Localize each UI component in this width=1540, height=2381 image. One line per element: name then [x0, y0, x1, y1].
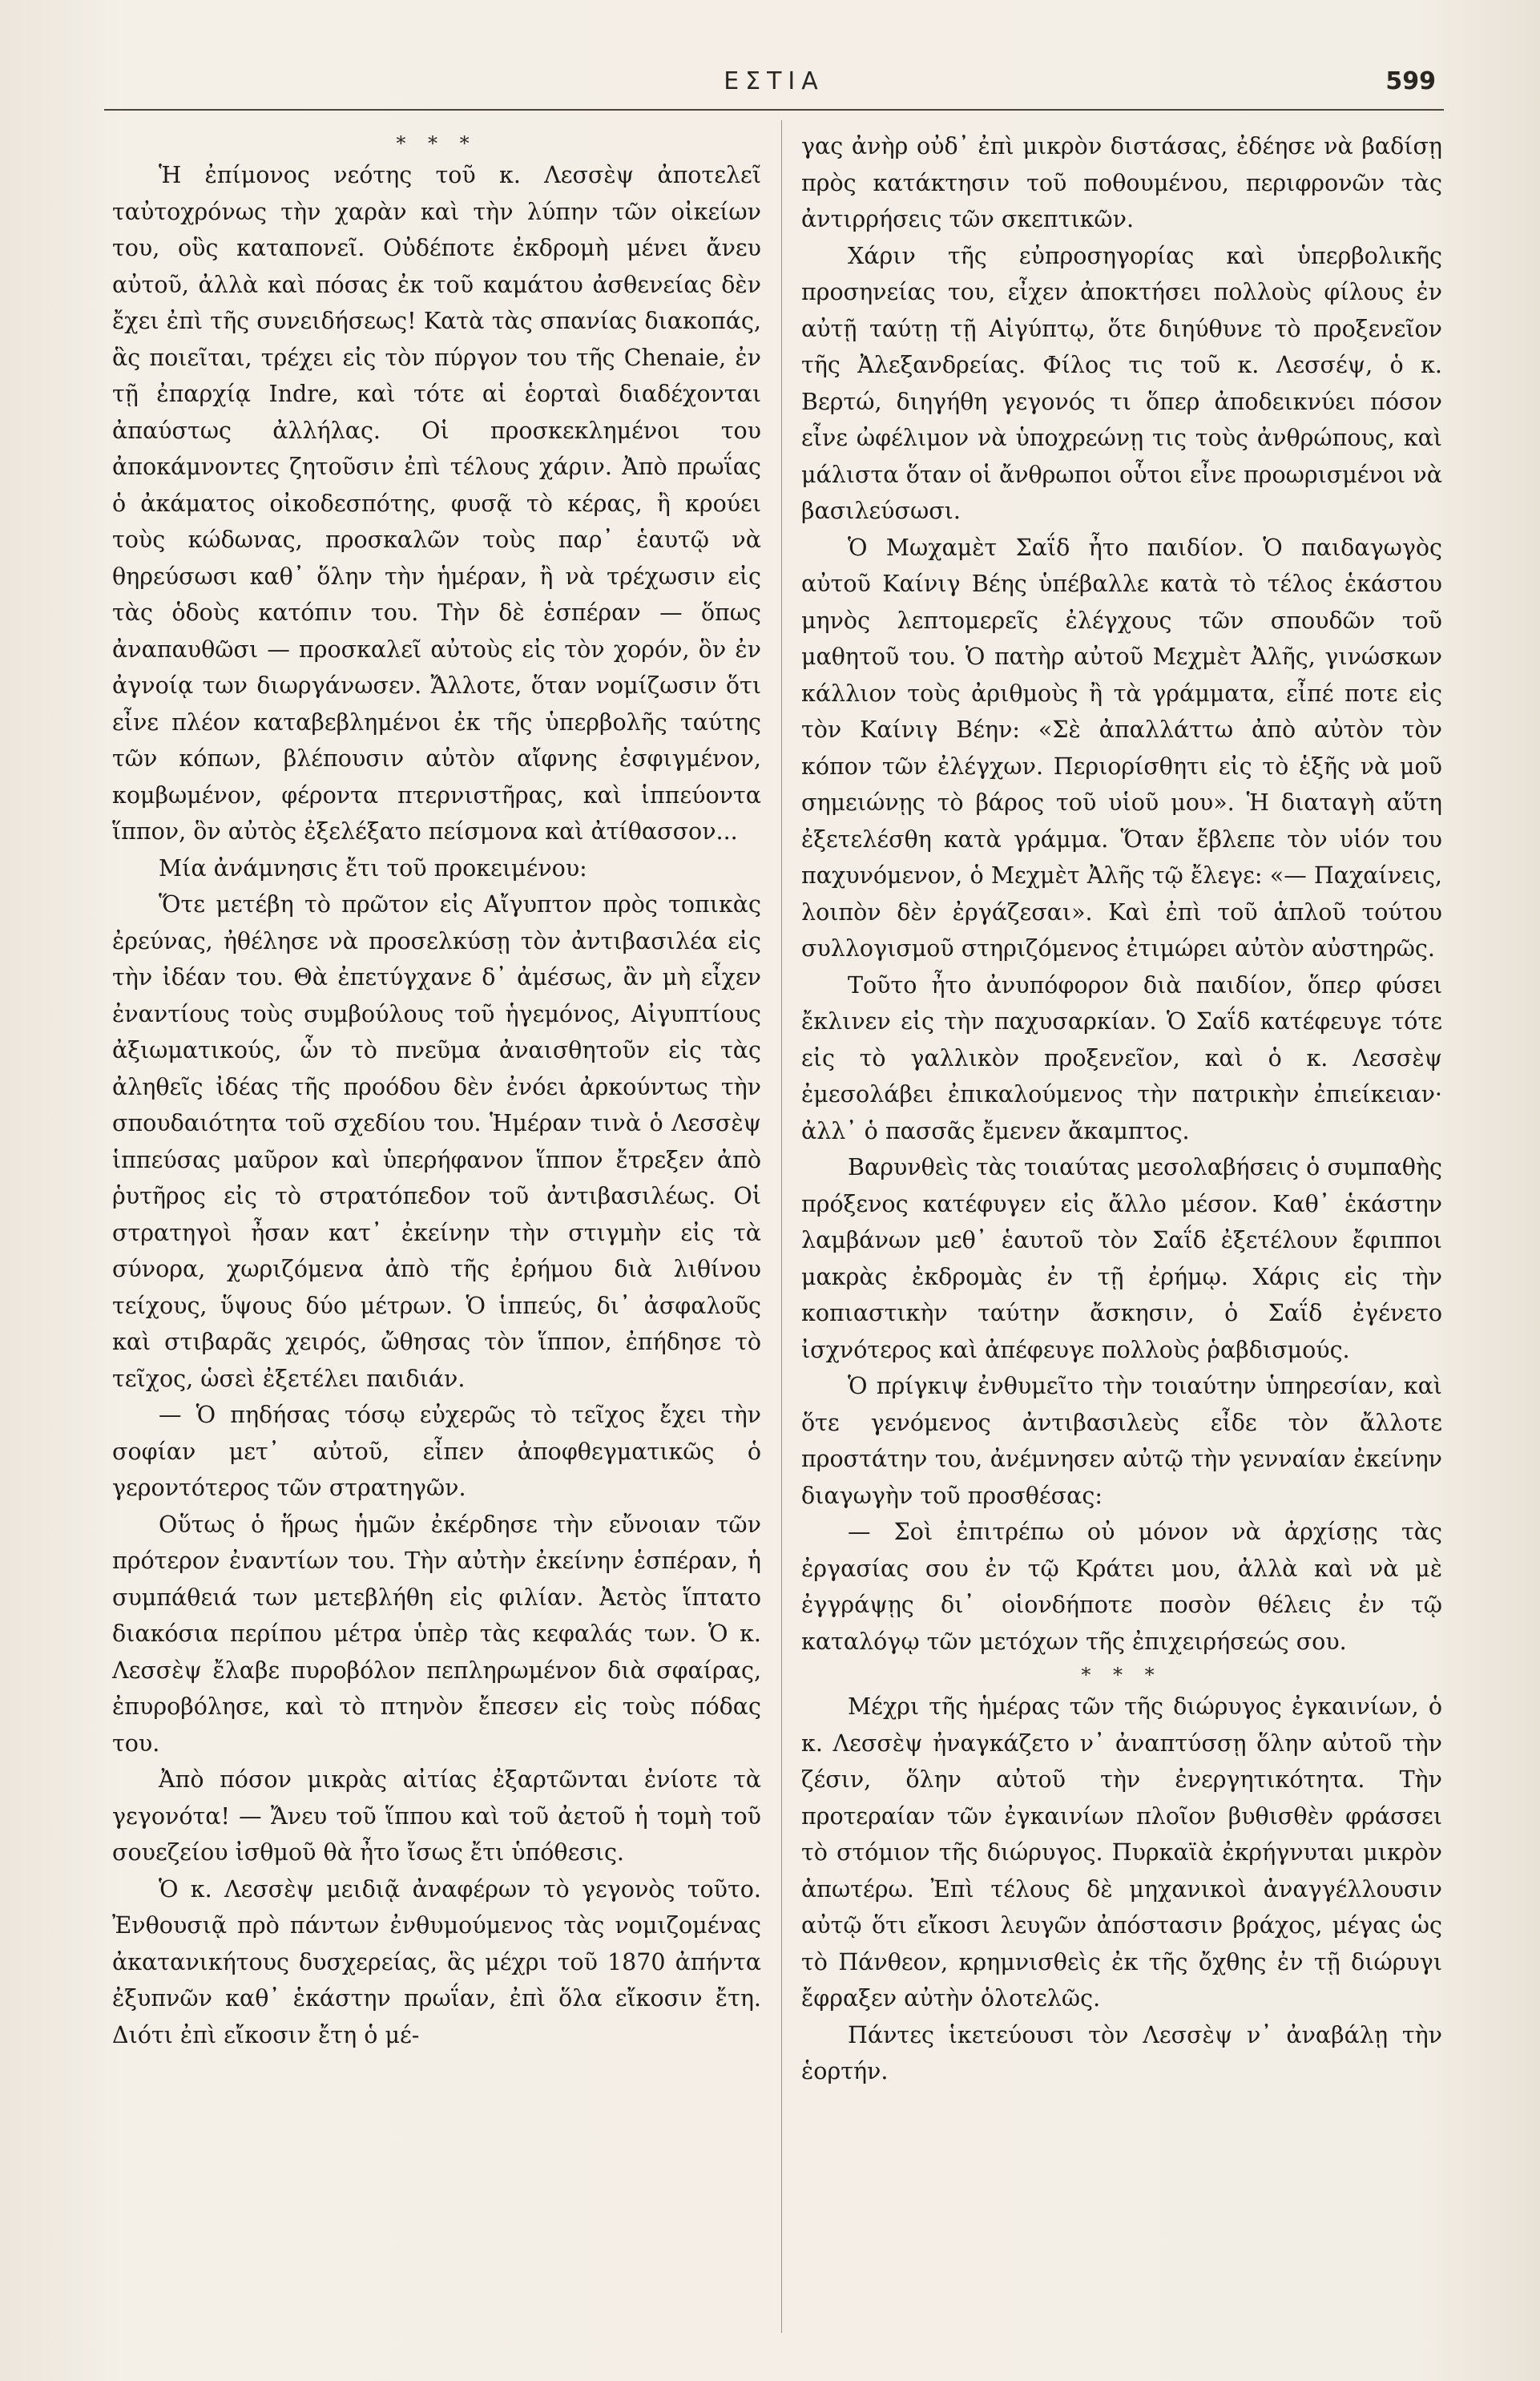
right-column [801, 128, 1442, 2090]
paragraph: Χάριν τῆς εὐπροσηγορίας καὶ ὑπερβολικῆς προσηνείας του, εἶχεν ἀποκτήσει πολλοὺς φίλους ἐν αὐτῇ ταύτῃ τῇ Αἰγύπτῳ, ὅτε διηύθυνε τὸ προξενεῖον τῆς Ἀλεξανδρείας. Φίλος τις τοῦ κ. Λεσσέψ, ὁ κ. Βερτώ, διηγήθη γεγονός τι ὅπερ ἀποδεικνύει πόσον εἶνε ὠφέλιμον νὰ ὑποχρεώνῃ τις τοὺς ἀνθρώπους, καὶ μάλιστα ὅταν οἱ ἄνθρωποι οὗτοι εἶνε προωρισμένοι νὰ βασιλεύσωσι. [801, 242, 1442, 524]
paragraph: — Ὁ πηδήσας τόσῳ εὐχερῶς τὸ τεῖχος ἔχει τὴν σοφίαν μετ᾽ αὐτοῦ, εἶπεν ἀποφθεγματικῶς ὁ γεροντότερος τῶν στρατηγῶν. [112, 1402, 761, 1501]
section-asterism: * * * [1081, 1664, 1163, 1686]
paragraph: Ὁ πρίγκιψ ἐνθυμεῖτο τὴν τοιαύτην ὑπηρεσίαν, καὶ ὅτε γενόμενος ἀντιβασιλεὺς εἶδε τὸν ἄλλοτε προστάτην του, ἀνέμνησεν αὐτῷ τὴν γενναίαν ἐκείνην διαγωγὴν τοῦ προσθέσας: [801, 1373, 1442, 1509]
running-head [104, 67, 1444, 107]
paragraph: Πάντες ἱκετεύουσι τὸν Λεσσὲψ ν᾽ ἀναβάλῃ τὴν ἑορτήν. [801, 2021, 1442, 2084]
paragraph: Ἀπὸ πόσον μικρὰς αἰτίας ἐξαρτῶνται ἐνίοτε τὰ γεγονότα! — Ἄνευ τοῦ ἵππου καὶ τοῦ ἀετοῦ ἡ τομὴ τοῦ σουεζείου ἰσθμοῦ θὰ ἦτο ἴσως ἔτι ὑπόθεσις. [112, 1766, 761, 1866]
paragraph: Βαρυνθεὶς τὰς τοιαύτας μεσολαβήσεις ὁ συμπαθὴς πρόξενος κατέφυγεν εἰς ἄλλο μέσον. Καθ᾽ ἑκάστην λαμβάνων μεθ᾽ ἑαυτοῦ τὸν Σαΐδ ἐξετέλουν ἔφιπποι μακρὰς ἐκδρομὰς ἐν τῇ ἐρήμῳ. Χάρις εἰς τὴν κοπιαστικὴν ταύτην ἄσκησιν, ὁ Σαΐδ ἐγένετο ἰσχνότερος καὶ ἀπέφευγε πολλοὺς ῥαβδισμούς. [801, 1154, 1442, 1363]
page-number: 599 [1385, 67, 1436, 95]
paragraph: Τοῦτο ἦτο ἀνυπόφορον διὰ παιδίον, ὅπερ φύσει ἔκλινεν εἰς τὴν παχυσαρκίαν. Ὁ Σαΐδ κατέφευγε τότε εἰς τὸ γαλλικὸν προξενεῖον, καὶ ὁ κ. Λεσσὲψ ἐμεσολάβει ἐπικαλούμενος τὴν πατρικὴν ἐπιείκειαν· ἀλλ᾽ ὁ πασσᾶς ἔμενεν ἄκαμπτος. [801, 971, 1442, 1144]
section-asterism: * * * [396, 132, 478, 155]
left-column [112, 128, 761, 2053]
paragraph: Ὁ κ. Λεσσὲψ μειδιᾷ ἀναφέρων τὸ γεγονὸς τοῦτο. Ἐνθουσιᾷ πρὸ πάντων ἐνθυμούμενος τὰς νομιζομένας ἀκατανικήτους δυσχερείας, ἃς μέχρι τοῦ 1870 ἀπήντα ἐξυπνῶν καθ᾽ ἑκάστην πρωΐαν, ἐπὶ ὅλα εἴκοσιν ἔτη. Διότι ἐπὶ εἴκοσιν ἔτη ὁ μέ- [112, 1875, 761, 2048]
paragraph: — Σοὶ ἐπιτρέπω οὐ μόνον νὰ ἀρχίσῃς τὰς ἐργασίας σου ἐν τῷ Κράτει μου, ἀλλὰ καὶ νὰ μὲ ἐγγράψῃς δι᾽ οἱονδήποτε ποσὸν θέλεις ἐν τῷ καταλόγῳ τῶν μετόχων τῆς ἐπιχειρήσεώς σου. [801, 1519, 1442, 1655]
paragraph: Ὅτε μετέβη τὸ πρῶτον εἰς Αἴγυπτον πρὸς τοπικὰς ἐρεύνας, ἠθέλησε νὰ προσελκύσῃ τὸν ἀντιβασιλέα εἰς τὴν ἰδέαν του. Θὰ ἐπετύγχανε δ᾽ ἀμέσως, ἂν μὴ εἶχεν ἐναντίους τοὺς συμβούλους τοῦ ἡγεμόνος, Αἰγυπτίους ἀξιωματικούς, ὧν τὸ πνεῦμα ἀναισθητοῦν εἰς τὰς ἀληθεῖς ἰδέας τῆς προόδου δὲν ἐνόει ἀρκούντως τὴν σπουδαιότητα τοῦ σχεδίου του. Ἡμέραν τινὰ ὁ Λεσσὲψ ἱππεύσας μαῦρον καὶ ὑπερήφανον ἵππον ἔτρεξεν ἀπὸ ῥυτῆρος εἰς τὸ στρατόπεδον τοῦ ἀντιβασιλέως. Οἱ στρατηγοὶ ἦσαν κατ᾽ ἐκείνην τὴν στιγμὴν εἰς τὰ σύνορα, χωριζόμενα ἀπὸ τῆς ἐρήμου διὰ λιθίνου τείχους, ὕψους δύο μέτρων. Ὁ ἱππεύς, δι᾽ ἀσφαλοῦς καὶ στιβαρᾶς χειρός, ὤθησας τὸν ἵππον, ἐπήδησε τὸ τεῖχος, ὡσεὶ ἐξετέλει παιδιάν. [112, 891, 761, 1392]
paragraph-continued: γας ἀνὴρ οὐδ᾽ ἐπὶ μικρὸν διστάσας, ἐδέησε νὰ βαδίσῃ πρὸς κατάκτησιν τοῦ ποθουμένου, περιφρονῶν τὰς ἀντιρρήσεις τῶν σκεπτικῶν. [801, 133, 1442, 232]
header-rule [104, 109, 1444, 111]
paragraph: Μέχρι τῆς ἡμέρας τῶν τῆς διώρυγος ἐγκαινίων, ὁ κ. Λεσσὲψ ἠναγκάζετο ν᾽ ἀναπτύσσῃ ὅλην αὐτοῦ τὴν ζέσιν, ὅλην αὐτοῦ τὴν ἐνεργητικότητα. Τὴν προτεραίαν τῶν ἐγκαινίων πλοῖον βυθισθὲν φράσσει τὸ στόμιον τῆς διώρυγος. Πυρκαϊὰ ἐκρήγνυται μικρὸν ἀπωτέρω. Ἐπὶ τέλους δὲ μηχανικοὶ ἀναγγέλλουσιν αὐτῷ ὅτι εἴκοσι λευγῶν ἀπόστασιν βράχος, μέγας ὡς τὸ Πάνθεον, κρημνισθεὶς ἐκ τῆς ὄχθης ἐν τῇ διώρυγι ἔφραξεν αὐτὴν ὁλοτελῶς. [801, 1693, 1442, 2012]
paragraph: Μία ἀνάμνησις ἔτι τοῦ προκειμένου: [159, 854, 587, 882]
column-divider [781, 120, 782, 2333]
paragraph: Ἡ ἐπίμονος νεότης τοῦ κ. Λεσσὲψ ἀποτελεῖ ταὐτοχρόνως τὴν χαρὰν καὶ τὴν λύπην τῶν οἰκείων του, οὓς καταπονεῖ. Οὐδέποτε ἐκδρομὴ μένει ἄνευ αὐτοῦ, ἀλλὰ καὶ πόσας ἐκ τοῦ καμάτου ἀσθενείας δὲν ἔχει ἐπὶ τῆς συνειδήσεως! Κατὰ τὰς σπανίας διακοπάς, ἃς ποιεῖται, τρέχει εἰς τὸν πύργον του τῆς Chenaie, ἐν τῇ ἐπαρχίᾳ Indre, καὶ τότε αἱ ἑορταὶ διαδέχονται ἀπαύστως ἀλλήλας. Οἱ προσκεκλημένοι του ἀποκάμνοντες ζητοῦσιν ἐπὶ τέλους χάριν. Ἀπὸ πρωΐας ὁ ἀκάματος οἰκοδεσπότης, φυσᾷ τὸ κέρας, ἢ κρούει τοὺς κώδωνας, προσκαλῶν τοὺς παρ᾽ ἑαυτῷ νὰ θηρεύσωσι καθ᾽ ὅλην τὴν ἡμέραν, ἢ νὰ τρέχωσιν εἰς τὰς ὁδοὺς κατόπιν του. Τὴν δὲ ἑσπέραν — ὅπως ἀναπαυθῶσι — προσκαλεῖ αὐτοὺς εἰς τὸν χορόν, ὃν ἐν ἀγνοίᾳ των διωργάνωσεν. Ἄλλοτε, ὅταν νομίζωσιν ὅτι εἶνε πλέον καταβεβλημένοι ἐκ τῆς ὑπερβολῆς ταύτης τῶν κόπων, βλέπουσιν αὐτὸν αἴφνης ἐσφιγμένον, κομβωμένον, φέροντα πτερνιστῆρας, καὶ ἱππεύοντα ἵππον, ὃν αὐτὸς ἐξελέξατο πείσμονα καὶ ἀτίθασσον... [112, 162, 761, 845]
journal-title: ΕΣΤΙΑ [724, 67, 824, 95]
paragraph: Οὕτως ὁ ἥρως ἡμῶν ἐκέρδησε τὴν εὔνοιαν τῶν πρότερον ἐναντίων του. Τὴν αὐτὴν ἐκείνην ἑσπέραν, ἡ συμπάθειά των μετεβλήθη εἰς φιλίαν. Ἀετὸς ἵπτατο διακόσια περίπου μέτρα ὑπὲρ τὰς κεφαλάς των. Ὁ κ. Λεσσὲψ ἔλαβε πυροβόλον πεπληρωμένον διὰ σφαίρας, ἐπυροβόλησε, καὶ τὸ πτηνὸν ἔπεσεν εἰς τοὺς πόδας του. [112, 1511, 761, 1757]
paragraph: Ὁ Μωχαμὲτ Σαΐδ ἦτο παιδίον. Ὁ παιδαγωγὸς αὐτοῦ Καίνιγ Βέης ὑπέβαλλε κατὰ τὸ τέλος ἑκάστου μηνὸς λεπτομερεῖς ἐλέγχους τῶν σπουδῶν τοῦ μαθητοῦ του. Ὁ πατὴρ αὐτοῦ Μεχμὲτ Ἀλῆς, γινώσκων κάλλιον τοὺς ἀριθμοὺς ἢ τὰ γράμματα, εἶπέ ποτε εἰς τὸν Καίνιγ Βέην: «Σὲ ἀπαλλάττω ἀπὸ αὐτὸν τὸν κόπον τῶν ἐλέγχων. Περιορίσθητι εἰς τὸ ἑξῆς νὰ μοῦ σημειώνῃς τὸ βάρος τοῦ υἱοῦ μου». Ἡ διαταγὴ αὕτη ἐξετελέσθη κατὰ γράμμα. Ὅταν ἔβλεπε τὸν υἱόν του παχυνόμενον, ὁ Μεχμὲτ Ἀλῆς τῷ ἔλεγε: «— Παχαίνεις, λοιπὸν δὲν ἐργάζεσαι». Καὶ ἐπὶ τοῦ ἁπλοῦ τούτου συλλογισμοῦ στηριζόμενος ἐτιμώρει αὐτὸν αὐστηρῶς. [801, 534, 1442, 962]
